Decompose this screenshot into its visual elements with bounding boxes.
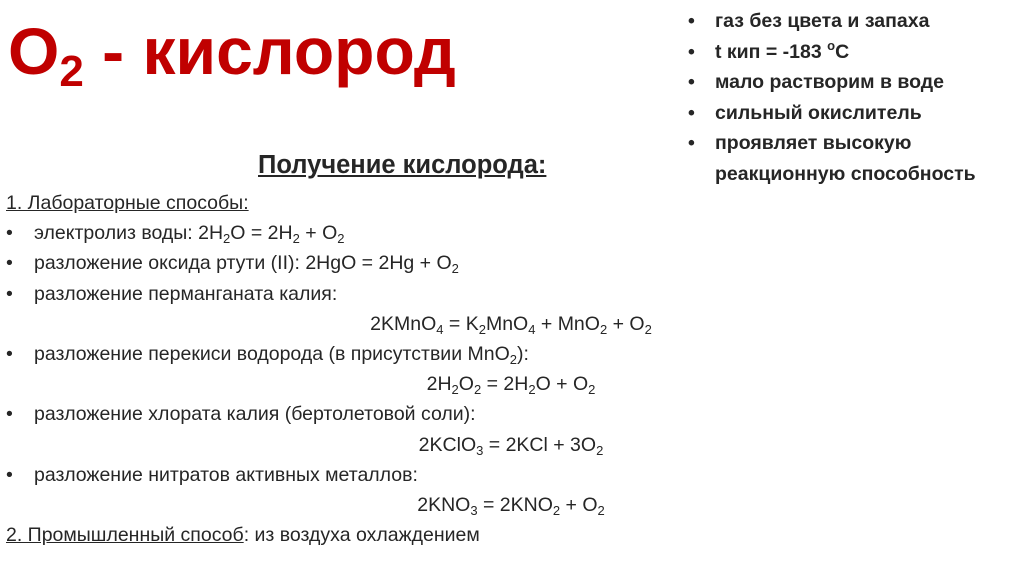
- method-item: • разложение перекиси водорода (в присутствии MnO$_2$):: [6, 339, 1016, 369]
- property-item: • мало растворим в воде: [688, 67, 1018, 98]
- property-item: • сильный окислитель: [688, 98, 1018, 129]
- lab-methods-label: 1. Лабораторные способы:: [6, 192, 249, 214]
- method-item: • разложение оксида ртути (II): $2HgO = 2Hg + O_2$: [6, 248, 1016, 278]
- property-item: • газ без цвета и запаха: [688, 6, 1018, 37]
- method-item: • разложение перманганата калия:: [6, 279, 1016, 309]
- method-item: • электролиз воды: $2H_2O = 2H_2 + O_2$: [6, 218, 1016, 248]
- equation: 2KMnO$_4$ = $K_2MnO_4 + MnO_2 + O_2$: [370, 312, 652, 337]
- properties-list: [688, 6, 1018, 189]
- equation-inline: $2HgO = 2Hg + O_2$: [305, 252, 459, 277]
- industrial-method: 2. Промышленный способ: из воздуха охлаждением: [6, 524, 480, 547]
- property-item: • проявляет высокую реакционную способность: [688, 128, 1018, 189]
- method-item: • разложение хлората калия (бертолетовой соли):: [6, 399, 1016, 429]
- section-heading: Получение кислорода:: [258, 151, 547, 179]
- equation: $2KNO_3 = 2KNO_2 + O_2$: [417, 493, 605, 518]
- equation: 2KClO$_3$ = $2KCl + 3O_2$: [418, 433, 604, 458]
- equation: $2H_2O_2 = 2H_2O + O_2$: [426, 373, 596, 398]
- page-title: $O_2$ - кислород: [8, 14, 456, 96]
- property-item: • t кип = -183 $^o$C: [688, 37, 1018, 68]
- equation-inline: $2H_2O = 2H_2 + O_2$: [198, 222, 345, 247]
- content-body: [6, 188, 1016, 550]
- method-item: • разложение нитратов активных металлов:: [6, 460, 1016, 490]
